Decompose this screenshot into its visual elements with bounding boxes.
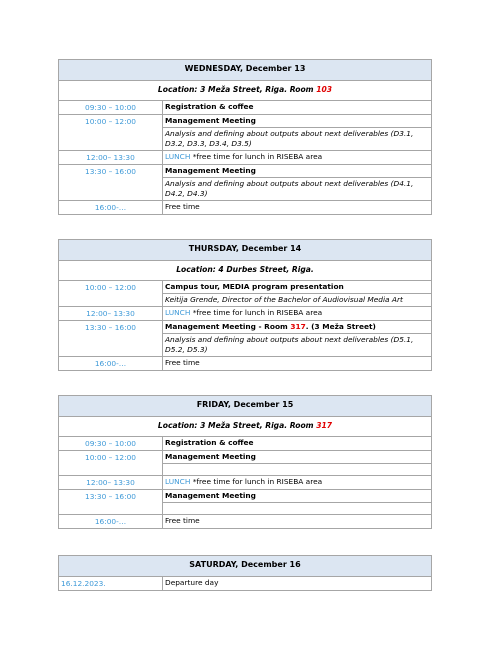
activity-title: Registration & coffee	[163, 437, 432, 451]
activity-text: Free time	[163, 200, 432, 214]
time-cell: 12:00– 13:30	[59, 150, 163, 164]
time-cell: 16:00-…	[59, 200, 163, 214]
activity-title: Management Meeting	[163, 164, 432, 177]
room-number: 317	[290, 322, 306, 331]
table-row	[59, 101, 432, 115]
time-cell: 09:30 – 10:00	[59, 101, 163, 115]
activity-note: Analysis and defining about outputs about next deliverables (D5.1, D5.2, D5.3)	[163, 333, 432, 356]
activity-text: Free time	[163, 356, 432, 370]
table-row	[59, 164, 432, 177]
lunch-cell	[163, 150, 432, 164]
time-cell: 12:00– 13:30	[59, 476, 163, 490]
activity-title: Registration & coffee	[163, 101, 432, 115]
table-row	[59, 476, 432, 490]
time-cell: 13:30 – 16:00	[59, 490, 163, 515]
time-cell: 16:00-…	[59, 514, 163, 528]
day-header: FRIDAY, December 15	[59, 396, 432, 417]
activity-title	[163, 321, 432, 334]
table-row	[59, 150, 432, 164]
empty-cell	[163, 502, 432, 514]
activity-note: Analysis and defining about outputs about next deliverables (D3.1, D3.2, D3.3, D3.4, D3.5)	[163, 128, 432, 151]
table-row	[59, 576, 432, 590]
table-row	[59, 437, 432, 451]
activity-text: Departure day	[163, 576, 432, 590]
activity-note: Analysis and defining about outputs about next deliverables (D4.1, D4.2, D4.3)	[163, 177, 432, 200]
day-header: SATURDAY, December 16	[59, 556, 432, 577]
time-cell: 13:30 – 16:00	[59, 321, 163, 357]
lunch-label: LUNCH	[165, 477, 191, 487]
time-cell: 10:00 – 12:00	[59, 451, 163, 476]
table-row	[59, 356, 432, 370]
wednesday-table	[58, 59, 432, 215]
lunch-text: *free time for lunch in RISEBA area	[190, 477, 323, 487]
day-header: THURSDAY, December 14	[59, 240, 432, 261]
title-text: Management Meeting - Room	[165, 322, 291, 331]
table-row	[59, 281, 432, 294]
time-cell: 12:00– 13:30	[59, 307, 163, 321]
activity-title: Campus tour, MEDIA program presentation	[163, 281, 432, 294]
lunch-cell	[163, 476, 432, 490]
lunch-text: *free time for lunch in RISEBA area	[190, 308, 323, 318]
thursday-table	[58, 239, 432, 371]
time-cell: 10:00 – 12:00	[59, 115, 163, 151]
table-row	[59, 200, 432, 214]
lunch-cell	[163, 307, 432, 321]
location-text: Location: 3 Meža Street, Riga. Room	[157, 84, 317, 94]
title-tail: . (3 Meža Street)	[305, 322, 376, 331]
saturday-table	[58, 555, 432, 591]
time-cell: 09:30 – 10:00	[59, 437, 163, 451]
location: Location: 4 Durbes Street, Riga.	[59, 260, 432, 280]
table-row	[59, 451, 432, 464]
room-number: 317	[316, 420, 333, 430]
room-number: 103	[316, 84, 333, 94]
activity-note: Keitija Grende, Director of the Bachelor of Audiovisual Media Art	[163, 294, 432, 307]
table-row	[59, 115, 432, 128]
location	[59, 416, 432, 436]
activity-title: Management Meeting	[163, 490, 432, 503]
lunch-label: LUNCH	[165, 308, 191, 318]
lunch-label: LUNCH	[165, 151, 191, 161]
activity-text: Free time	[163, 514, 432, 528]
activity-title: Management Meeting	[163, 115, 432, 128]
time-cell: 10:00 – 12:00	[59, 281, 163, 307]
table-row	[59, 307, 432, 321]
date-cell: 16.12.2023.	[59, 576, 163, 590]
table-row	[59, 514, 432, 528]
table-row	[59, 490, 432, 503]
time-cell: 13:30 – 16:00	[59, 164, 163, 200]
activity-title: Management Meeting	[163, 451, 432, 464]
friday-table	[58, 395, 432, 529]
location	[59, 80, 432, 100]
table-row	[59, 321, 432, 334]
day-header: WEDNESDAY, December 13	[59, 60, 432, 81]
lunch-text: *free time for lunch in RISEBA area	[190, 151, 323, 161]
location-text: Location: 3 Meža Street, Riga. Room	[157, 420, 317, 430]
time-cell: 16:00-…	[59, 356, 163, 370]
empty-cell	[163, 464, 432, 476]
